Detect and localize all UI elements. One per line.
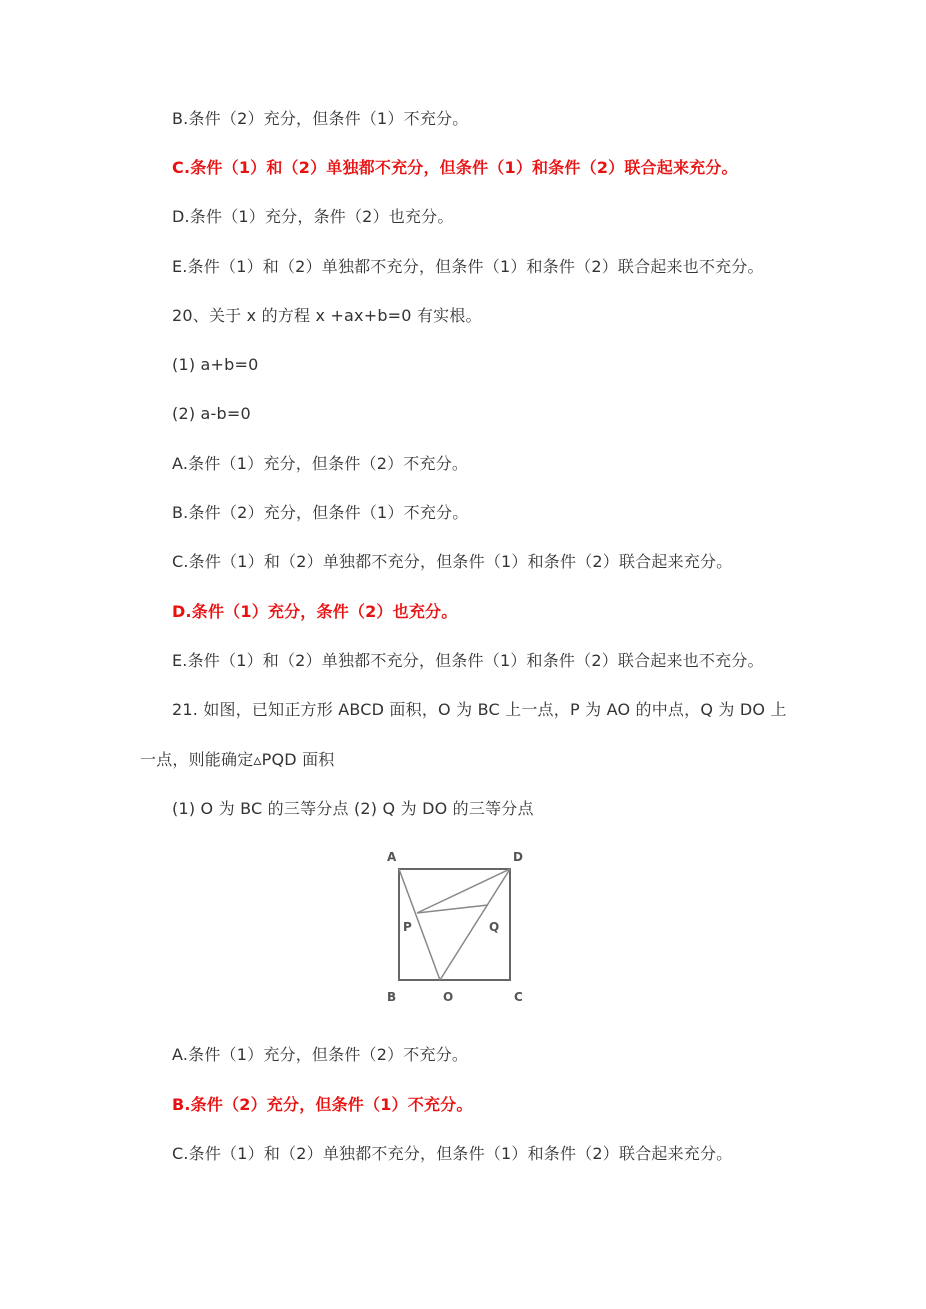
- segment-pq: [417, 905, 488, 913]
- label-b: B: [387, 990, 397, 1004]
- q21-option-a: A.条件（1）充分，但条件（2）不充分。: [172, 1045, 469, 1064]
- label-a: A: [387, 850, 397, 864]
- label-q: Q: [489, 920, 500, 934]
- q20-condition-2: (2) a-b=0: [172, 404, 251, 423]
- q20-condition-1: (1) a+b=0: [172, 355, 259, 374]
- q19-option-e: E.条件（1）和（2）单独都不充分，但条件（1）和条件（2）联合起来也不充分。: [172, 257, 764, 276]
- q20-option-a: A.条件（1）充分，但条件（2）不充分。: [172, 454, 469, 473]
- label-c: C: [514, 990, 523, 1004]
- q20-stem: 20、关于 x 的方程 x +ax+b=0 有实根。: [172, 306, 482, 325]
- q19-option-c-answer: C.条件（1）和（2）单独都不充分，但条件（1）和条件（2）联合起来充分。: [172, 158, 738, 177]
- q21-stem-line2: 一点，则能确定▵PQD 面积: [140, 750, 335, 769]
- q21-option-b-answer: B.条件（2）充分，但条件（1）不充分。: [172, 1095, 473, 1114]
- q20-option-b: B.条件（2）充分，但条件（1）不充分。: [172, 503, 469, 522]
- q21-conditions: (1) O 为 BC 的三等分点 (2) Q 为 DO 的三等分点: [172, 799, 534, 818]
- square-abcd-figure: [378, 845, 538, 1010]
- q21-stem-line1: 21. 如图，已知正方形 ABCD 面积，O 为 BC 上一点，P 为 AO 的中点，Q 为 DO 上: [172, 700, 787, 719]
- q19-option-b: B.条件（2）充分，但条件（1）不充分。: [172, 109, 469, 128]
- q20-option-d-answer: D.条件（1）充分，条件（2）也充分。: [172, 602, 458, 621]
- q19-option-d: D.条件（1）充分，条件（2）也充分。: [172, 207, 454, 226]
- q21-option-c: C.条件（1）和（2）单独都不充分，但条件（1）和条件（2）联合起来充分。: [172, 1144, 733, 1163]
- label-p: P: [403, 920, 412, 934]
- q20-option-e: E.条件（1）和（2）单独都不充分，但条件（1）和条件（2）联合起来也不充分。: [172, 651, 764, 670]
- label-d: D: [513, 850, 523, 864]
- label-o: O: [443, 990, 454, 1004]
- q20-option-c: C.条件（1）和（2）单独都不充分，但条件（1）和条件（2）联合起来充分。: [172, 552, 733, 571]
